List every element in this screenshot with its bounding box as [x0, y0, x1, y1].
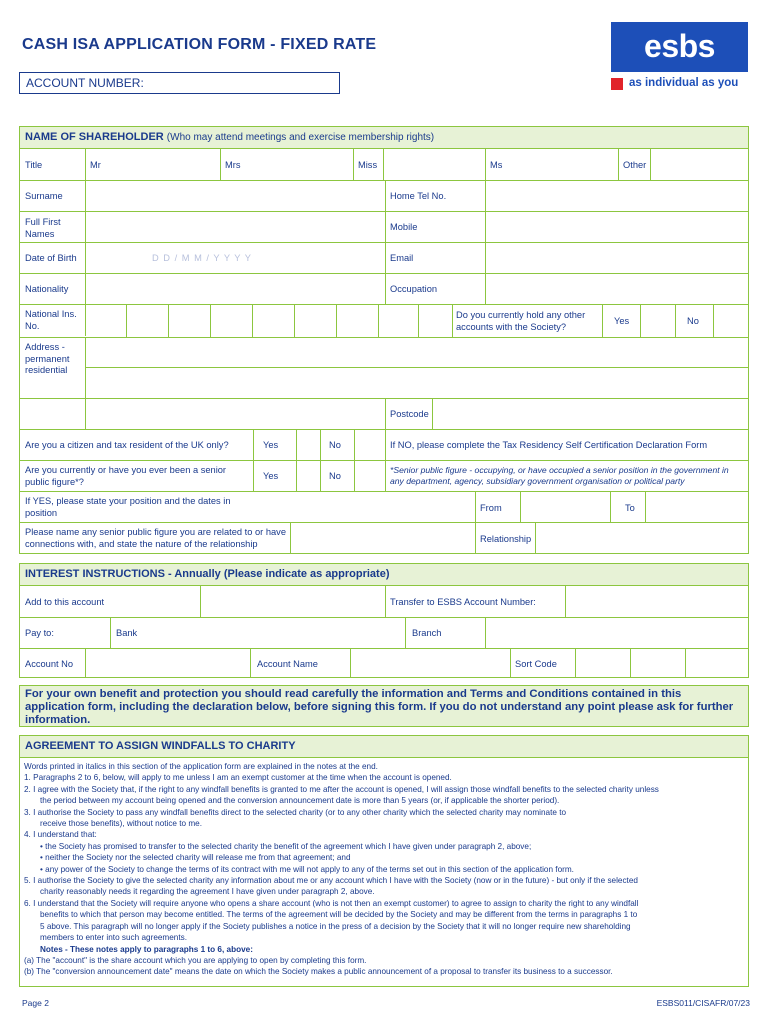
- agreement-line: • the Society has promised to transfer to the selected charity the benefit of the agreement which I have given under paragraph 2, above;: [40, 841, 532, 851]
- spf-question: Are you currently or have you ever been a senior public figure*?: [25, 465, 227, 487]
- agreement-line: • neither the Society nor the selected charity will release me from that agreement; and: [40, 853, 351, 863]
- spf-note: *Senior public figure - occupying, or have occupied a senior position in the government in any department, agency, subsidiary government organisation or political party: [390, 465, 729, 486]
- surname-label: Surname: [25, 191, 63, 201]
- other-accounts-question: Do you currently hold any other accounts with the Society?: [456, 310, 586, 332]
- to-label: To: [625, 503, 635, 513]
- notes-heading: Notes - These notes apply to paragraphs 1 to 6, above:: [40, 944, 253, 954]
- page-title: CASH ISA APPLICATION FORM - FIXED RATE: [22, 36, 377, 53]
- title-mr[interactable]: Mr: [90, 160, 101, 170]
- related-label: Please name any senior public figure you are related to or have connections with, and state the nature of the relationship: [25, 527, 286, 549]
- dob-label: Date of Birth: [25, 253, 77, 263]
- citizen-no[interactable]: No: [329, 440, 341, 450]
- shareholder-section: [19, 126, 749, 554]
- sort-code-label: Sort Code: [515, 659, 557, 669]
- title-miss[interactable]: Miss: [358, 160, 378, 170]
- pay-to-label: Pay to:: [25, 628, 54, 638]
- agreement-line: 5. I authorise the Society to give the selected charity any information about me or any account which I have with the Society (now or in the future) - but only if the selected: [24, 876, 638, 886]
- first-names-label: Full First Names: [25, 217, 61, 239]
- logo-tagline: as individual as you: [629, 77, 739, 89]
- agreement-line: 6. I understand that the Society will require anyone who opens a share account (who is not then an exempt customer) to agree to assign to charity the right to any windfall: [24, 898, 639, 908]
- agreement-note: (a) The "account" is the share account which you are applying to open by completing this form.: [24, 955, 367, 965]
- important-notice: For your own benefit and protection you should read carefully the information and Terms and Conditions contained in this application form, including the declaration below, before signing this form. If you do not understand any point please ask for further information.: [19, 685, 749, 727]
- email-label: Email: [390, 253, 414, 263]
- shareholder-grid: [20, 149, 748, 553]
- nationality-label: Nationality: [25, 284, 69, 294]
- spf-yes[interactable]: Yes: [263, 471, 279, 481]
- if-no-instruction: If NO, please complete the Tax Residency Self Certification Declaration Form: [390, 440, 708, 450]
- relationship-label: Relationship: [480, 534, 532, 544]
- other-accounts-no[interactable]: No: [687, 316, 699, 326]
- form-reference: ESBS011/CISAFR/07/23: [656, 998, 750, 1008]
- mobile-label: Mobile: [390, 222, 418, 232]
- if-yes-label: If YES, please state your position and the dates in position: [25, 496, 231, 518]
- agreement-line: 2. I agree with the Society that, if the right to any windfall benefits is granted to me after the account is opened, I will assign those windfall benefits to the selected charity unless: [24, 784, 659, 794]
- agreement-line: 5 above. This paragraph will no longer apply if the Society publishes a notice in the press of a decision by the Society that it will no longer require new shareholding: [40, 921, 631, 931]
- agreement-line: 4. I understand that:: [24, 830, 97, 840]
- account-no-label: Account No: [25, 659, 74, 669]
- title-ms[interactable]: Ms: [490, 160, 503, 170]
- agreement-line: charity reasonably needs it regarding the agreement I have given under paragraph 2, above.: [40, 887, 375, 897]
- bank-label: Bank: [116, 628, 138, 638]
- occupation-label: Occupation: [390, 284, 438, 294]
- postcode-label: Postcode: [390, 409, 429, 419]
- account-name-label: Account Name: [257, 659, 318, 669]
- spf-no[interactable]: No: [329, 471, 341, 481]
- citizen-question: Are you a citizen and tax resident of the UK only?: [25, 440, 229, 450]
- ni-label: National Ins. No.: [25, 309, 77, 331]
- title-other[interactable]: Other: [623, 160, 647, 170]
- interest-section: [19, 563, 749, 678]
- citizen-yes[interactable]: Yes: [263, 440, 279, 450]
- logo-square-icon: [611, 78, 623, 90]
- agreement-text: [20, 758, 748, 981]
- address-label: Address - permanent residential: [25, 342, 70, 376]
- agreement-note: (b) The "conversion announcement date" means the date on which the Society makes a public announcement of a proposal to transfer its business to a successor.: [24, 967, 613, 977]
- agreement-line: benefits to which that person may become entitled. The terms of the agreement will be decided by the Society and may be different from the terms in paragraphs 1 to: [40, 910, 638, 920]
- agreement-line: the period between my account being opened and the conversion announcement date is more than 5 years (or, if applicable the shorter period).: [40, 796, 560, 806]
- transfer-label: Transfer to ESBS Account Number:: [390, 597, 536, 607]
- interest-grid: [20, 586, 748, 677]
- account-number-field[interactable]: [19, 72, 340, 94]
- agreement-line: receive those benefits), without notice to me.: [40, 819, 203, 829]
- page-number: Page 2: [22, 998, 49, 1008]
- add-to-account-label: Add to this account: [25, 597, 105, 607]
- shareholder-heading: NAME OF SHAREHOLDER (Who may attend meetings and exercise membership rights): [20, 127, 748, 149]
- agreement-line: • any power of the Society to change the terms of its contract with me will not apply to any of the terms set out in this section of the application form.: [40, 864, 574, 874]
- title-mrs[interactable]: Mrs: [225, 160, 241, 170]
- title-label: Title: [25, 160, 43, 170]
- esbs-logo: esbs: [611, 22, 748, 72]
- from-label: From: [480, 503, 502, 513]
- agreement-line: members to enter into such agreements.: [40, 933, 187, 943]
- agreement-line: 1. Paragraphs 2 to 6, below, will apply to me unless I am an exempt customer at the time when the account is opened.: [24, 773, 452, 783]
- agreement-line: Words printed in italics in this section of the application form are explained in the notes at the end.: [24, 762, 378, 771]
- agreement-line: 3. I authorise the Society to pass any windfall benefits direct to the selected charity (or to any other charity which the selected charity may nominate to: [24, 807, 567, 817]
- branch-label: Branch: [412, 628, 442, 638]
- agreement-heading: AGREEMENT TO ASSIGN WINDFALLS TO CHARITY: [20, 736, 748, 758]
- dob-input[interactable]: D D / M M / Y Y Y Y: [152, 253, 252, 263]
- home-tel-label: Home Tel No.: [390, 191, 447, 201]
- agreement-section: [19, 735, 749, 987]
- interest-heading: INTEREST INSTRUCTIONS - Annually (Please indicate as appropriate): [20, 564, 748, 586]
- account-number-label: ACCOUNT NUMBER:: [26, 76, 144, 90]
- other-accounts-yes[interactable]: Yes: [614, 316, 630, 326]
